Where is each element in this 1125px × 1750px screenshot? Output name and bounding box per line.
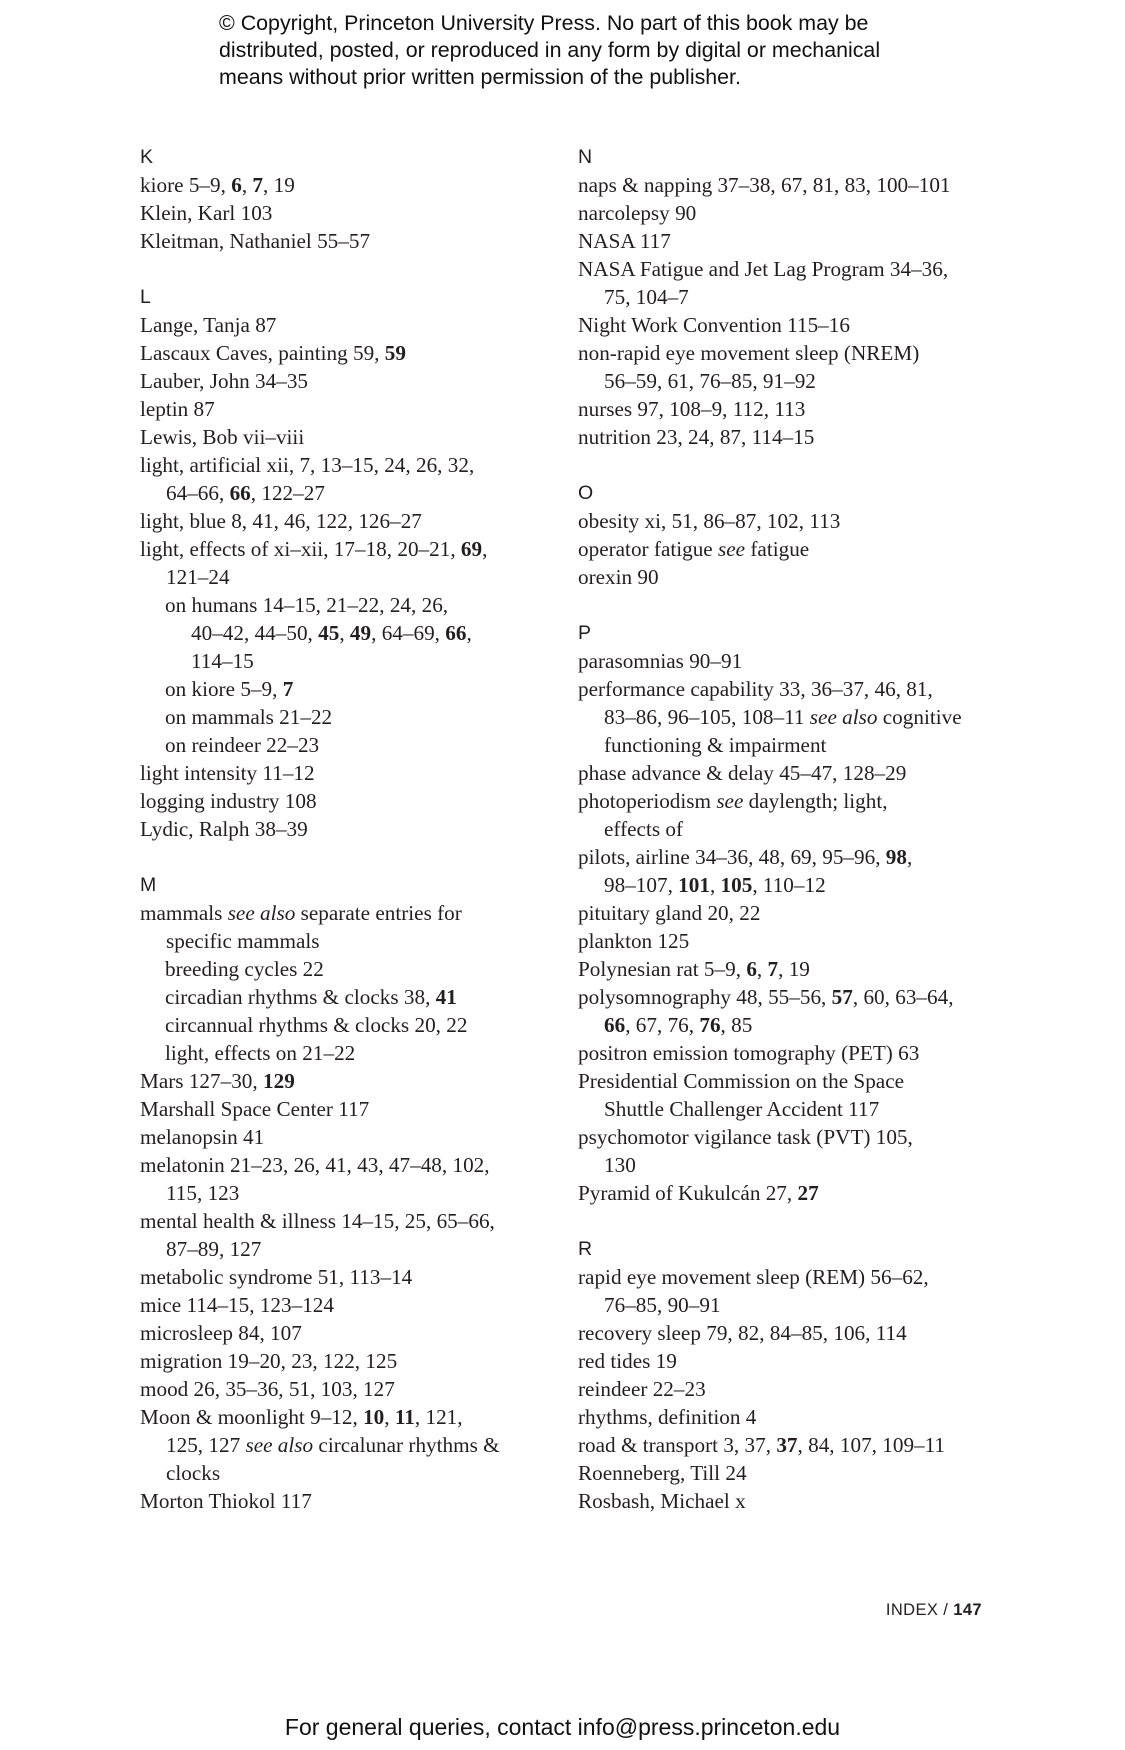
footer-separator: /	[943, 1601, 949, 1619]
index-entry: migration 19–20, 23, 122, 125	[140, 1349, 398, 1373]
copyright-line: means without prior written permission of the publisher.	[219, 65, 741, 89]
index-entry: microsleep 84, 107	[140, 1321, 302, 1345]
index-section-p	[578, 619, 968, 1207]
index-entry: reindeer 22–23	[578, 1377, 706, 1401]
index-entry: Rosbash, Michael x	[578, 1489, 746, 1513]
index-entry: Night Work Convention 115–16	[578, 313, 850, 337]
index-entry: recovery sleep 79, 82, 84–85, 106, 114	[578, 1321, 907, 1345]
contact-line: For general queries, contact info@press.princeton.edu	[284, 1714, 841, 1740]
index-column-right	[578, 143, 968, 1515]
index-entry: parasomnias 90–91	[578, 649, 743, 673]
index-entry: Lauber, John 34–35	[140, 369, 309, 393]
index-entry: kiore 5–9, 6, 7, 19	[140, 173, 295, 197]
copyright-line: © Copyright, Princeton University Press. No part of this book may be	[219, 11, 869, 35]
index-entry: polysomnography 48, 55–56, 57, 60, 63–64, 66, 67, 76, 76, 85	[578, 985, 954, 1037]
index-section-k	[140, 143, 530, 255]
index-entry: rhythms, definition 4	[578, 1405, 757, 1429]
index-entry: nurses 97, 108–9, 112, 113	[578, 397, 806, 421]
section-letter: R	[578, 1238, 593, 1260]
index-subentry: light, effects on 21–22	[165, 1041, 356, 1065]
section-letter: O	[578, 482, 594, 504]
index-entry: NASA Fatigue and Jet Lag Program 34–36, 75, 104–7	[578, 257, 949, 309]
index-entry: Klein, Karl 103	[140, 201, 273, 225]
index-entry: mammals see also separate entries for specific mammals	[140, 901, 462, 953]
section-letter: M	[140, 874, 157, 896]
index-subentry: on mammals 21–22	[165, 705, 333, 729]
index-entry: red tides 19	[578, 1349, 677, 1373]
index-entry: positron emission tomography (PET) 63	[578, 1041, 920, 1065]
index-entry: Polynesian rat 5–9, 6, 7, 19	[578, 957, 810, 981]
index-entry: Kleitman, Nathaniel 55–57	[140, 229, 371, 253]
index-entry: Lascaux Caves, painting 59, 59	[140, 341, 406, 365]
index-subentry: breeding cycles 22	[165, 957, 324, 981]
index-entry: Pyramid of Kukulcán 27, 27	[578, 1181, 819, 1205]
index-entry: Moon & moonlight 9–12, 10, 11, 121, 125, 127 see also circalunar rhythms & clocks	[140, 1405, 500, 1485]
index-entry: Roenneberg, Till 24	[578, 1461, 747, 1485]
index-entry: light, blue 8, 41, 46, 122, 126–27	[140, 509, 422, 533]
index-subentry: on humans 14–15, 21–22, 24, 26, 40–42, 44–50, 45, 49, 64–69, 66, 114–15	[165, 593, 472, 673]
index-entry: light, artificial xii, 7, 13–15, 24, 26, 32, 64–66, 66, 122–27	[140, 453, 475, 505]
index-section-r	[578, 1235, 968, 1515]
index-entry: logging industry 108	[140, 789, 317, 813]
index-subentry: on kiore 5–9, 7	[165, 677, 294, 701]
index-entry: operator fatigue see fatigue	[578, 537, 810, 561]
index-entry: metabolic syndrome 51, 113–14	[140, 1265, 413, 1289]
section-letter: K	[140, 146, 154, 168]
index-section-m	[140, 871, 530, 1515]
index-entry: Presidential Commission on the Space Shuttle Challenger Accident 117	[578, 1069, 905, 1121]
index-section-o	[578, 479, 968, 591]
index-entry: narcolepsy 90	[578, 201, 697, 225]
index-entry: light intensity 11–12	[140, 761, 315, 785]
index-entry: road & transport 3, 37, 37, 84, 107, 109–11	[578, 1433, 946, 1457]
index-entry: nutrition 23, 24, 87, 114–15	[578, 425, 815, 449]
index-entry: melatonin 21–23, 26, 41, 43, 47–48, 102, 115, 123	[140, 1153, 490, 1205]
copyright-notice	[219, 10, 979, 91]
index-entry: NASA 117	[578, 229, 671, 253]
index-entry: orexin 90	[578, 565, 659, 589]
index-entry: mood 26, 35–36, 51, 103, 127	[140, 1377, 395, 1401]
index-entry: Marshall Space Center 117	[140, 1097, 370, 1121]
running-footer	[886, 1601, 982, 1620]
index-entry: Mars 127–30, 129	[140, 1069, 295, 1093]
index-subentry: circadian rhythms & clocks 38, 41	[165, 985, 457, 1009]
index-entry: photoperiodism see daylength; light, effects of	[578, 789, 888, 841]
index-subentry: on reindeer 22–23	[165, 733, 320, 757]
page-number: 147	[953, 1601, 982, 1619]
index-entry: rapid eye movement sleep (REM) 56–62, 76–85, 90–91	[578, 1265, 929, 1317]
index-entry: Lewis, Bob vii–viii	[140, 425, 305, 449]
index-entry: mental health & illness 14–15, 25, 65–66, 87–89, 127	[140, 1209, 495, 1261]
index-column-left	[140, 143, 530, 1515]
index-subentry: circannual rhythms & clocks 20, 22	[165, 1013, 468, 1037]
section-letter: P	[578, 622, 592, 644]
index-entry: Morton Thiokol 117	[140, 1489, 312, 1513]
index-entry: melanopsin 41	[140, 1125, 265, 1149]
copyright-line: distributed, posted, or reproduced in any form by digital or mechanical	[219, 38, 881, 62]
index-section-l	[140, 283, 530, 843]
index-entry: performance capability 33, 36–37, 46, 81, 83–86, 96–105, 108–11 see also cognitive functioning & impairment	[578, 677, 962, 757]
index-entry: phase advance & delay 45–47, 128–29	[578, 761, 907, 785]
index-entry: Lydic, Ralph 38–39	[140, 817, 308, 841]
section-letter: L	[140, 286, 151, 308]
section-letter: N	[578, 146, 593, 168]
index-entry: pilots, airline 34–36, 48, 69, 95–96, 98, 98–107, 101, 105, 110–12	[578, 845, 913, 897]
index-entry: obesity xi, 51, 86–87, 102, 113	[578, 509, 841, 533]
index-entry: light, effects of xi–xii, 17–18, 20–21, 69, 121–24	[140, 537, 488, 589]
index-entry: psychomotor vigilance task (PVT) 105, 130	[578, 1125, 913, 1177]
index-entry: non-rapid eye movement sleep (NREM) 56–59, 61, 76–85, 91–92	[578, 341, 920, 393]
section-label: INDEX	[885, 1601, 939, 1619]
index-entry: pituitary gland 20, 22	[578, 901, 761, 925]
index-section-n	[578, 143, 968, 451]
index-entry: plankton 125	[578, 929, 690, 953]
index-entry: naps & napping 37–38, 67, 81, 83, 100–101	[578, 173, 951, 197]
index-entry: leptin 87	[140, 397, 215, 421]
index-entry: mice 114–15, 123–124	[140, 1293, 334, 1317]
index-entry: Lange, Tanja 87	[140, 313, 277, 337]
